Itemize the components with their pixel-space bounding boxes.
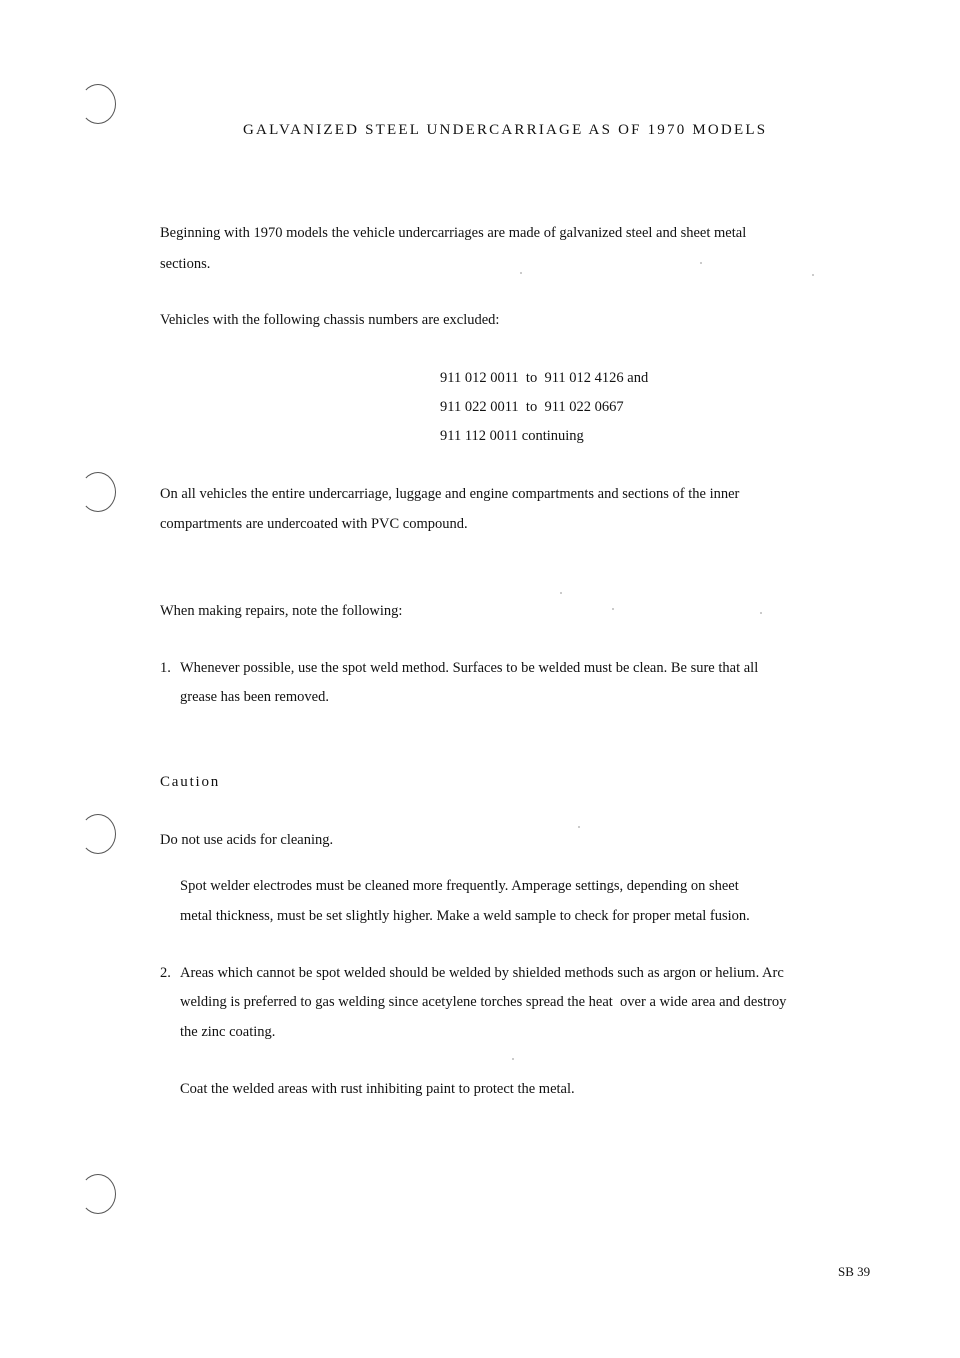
- excluded-heading: Vehicles with the following chassis numbers are excluded:: [160, 312, 500, 328]
- page-reference: SB 39: [838, 1264, 871, 1279]
- scan-speck: [760, 612, 762, 614]
- intro-line-2: sections.: [160, 256, 211, 272]
- punch-hole-4: [80, 1174, 116, 1214]
- spot-welder-line-2: metal thickness, must be set slightly higher. Make a weld sample to check for proper metal fusion.: [180, 908, 750, 924]
- chassis-range-2: 911 022 0011 to 911 022 0667: [440, 399, 624, 415]
- chassis-range-1: 911 012 0011 to 911 012 4126 and: [440, 370, 649, 386]
- pvc-line-2: compartments are undercoated with PVC compound.: [160, 516, 468, 532]
- spot-welder-line-1: Spot welder electrodes must be cleaned more frequently. Amperage settings, depending on sheet: [180, 878, 739, 894]
- item-1-line-2: grease has been removed.: [180, 689, 329, 705]
- caution-heading: Caution: [160, 774, 221, 790]
- scan-speck: [520, 272, 522, 274]
- pvc-line-1: On all vehicles the entire undercarriage, luggage and engine compartments and sections of the inner: [160, 486, 740, 502]
- scan-speck: [812, 274, 814, 276]
- item-2-number: 2.: [160, 965, 171, 981]
- repairs-heading: When making repairs, note the following:: [160, 603, 403, 619]
- scan-speck: [512, 1058, 514, 1060]
- item-2-line-2: welding is preferred to gas welding since acetylene torches spread the heat over a wide area and destroy: [180, 994, 787, 1010]
- punch-hole-2: [80, 472, 116, 512]
- intro-line-1: Beginning with 1970 models the vehicle undercarriages are made of galvanized steel and sheet metal: [160, 225, 747, 241]
- item-2-line-1: Areas which cannot be spot welded should be welded by shielded methods such as argon or helium. Arc: [180, 965, 784, 981]
- scan-speck: [578, 826, 580, 828]
- scan-speck: [560, 592, 562, 594]
- scan-speck: [612, 608, 614, 610]
- coat-instruction: Coat the welded areas with rust inhibiting paint to protect the metal.: [180, 1081, 575, 1097]
- caution-text: Do not use acids for cleaning.: [160, 832, 334, 848]
- item-2-line-3: the zinc coating.: [180, 1024, 276, 1040]
- punch-hole-3: [80, 814, 116, 854]
- scan-speck: [700, 262, 702, 264]
- page-title: GALVANIZED STEEL UNDERCARRIAGE AS OF 1970 MODELS: [243, 122, 768, 138]
- punch-hole-1: [80, 84, 116, 124]
- chassis-range-3: 911 112 0011 continuing: [440, 428, 584, 444]
- item-1-number: 1.: [160, 660, 171, 676]
- item-1-line-1: Whenever possible, use the spot weld method. Surfaces to be welded must be clean. Be sure that all: [180, 660, 759, 676]
